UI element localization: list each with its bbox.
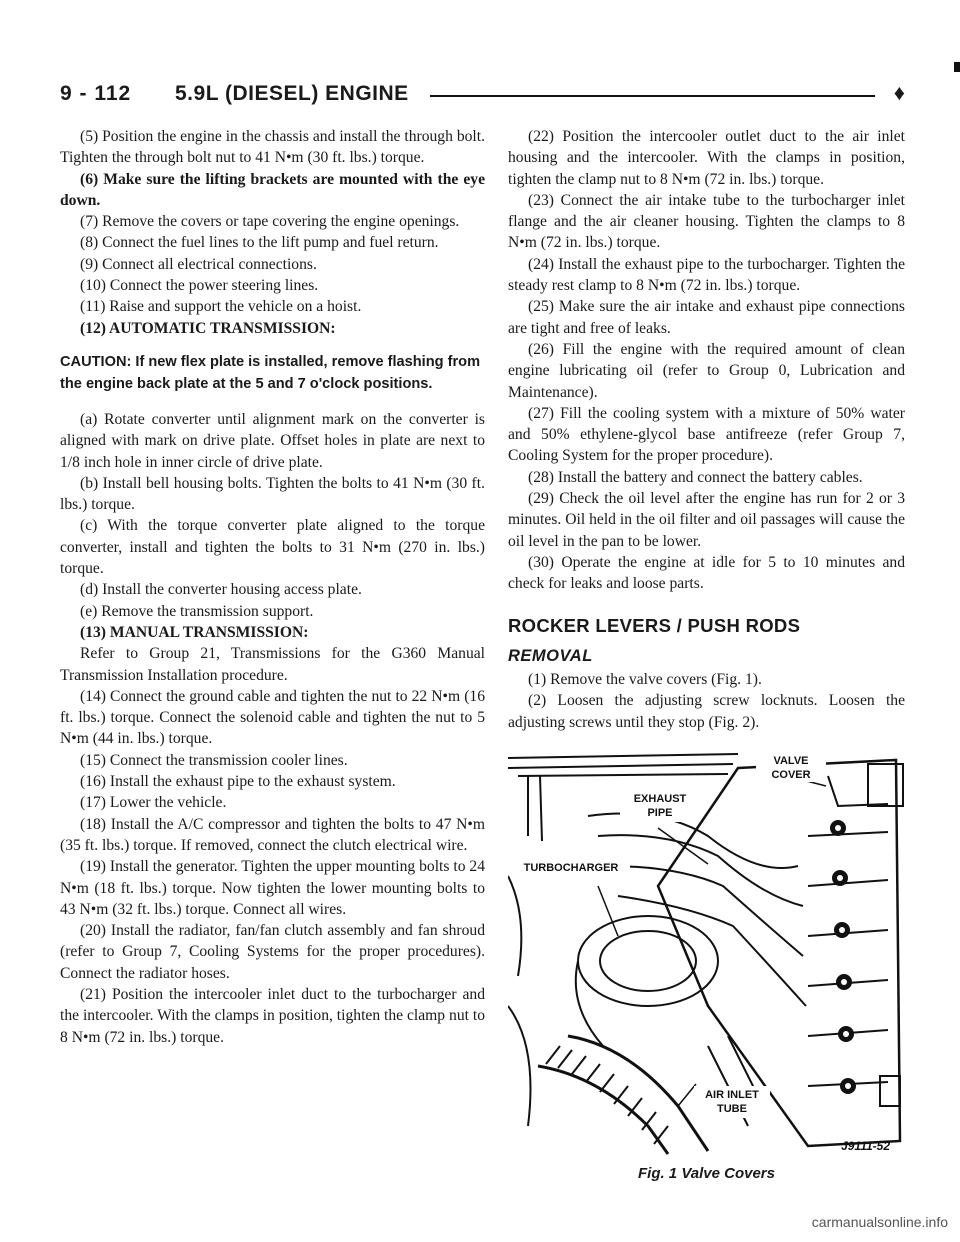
removal-step-2: (2) Loosen the adjusting screw locknuts. Loosen the adjusting screws until they stop (Fig. 2).: [508, 692, 905, 731]
substep-b: (b) Install bell housing bolts. Tighten the bolts to 41 N•m (30 ft. lbs.) torque.: [60, 474, 485, 514]
caution-note: CAUTION: If new flex plate is installed, remove flashing from the engine back plate at the 5 and 7 o'clock positions.: [60, 353, 481, 392]
right-column: [508, 126, 905, 733]
step-9: (9) Connect all electrical connections.: [80, 255, 317, 273]
step-17: (17) Lower the vehicle.: [80, 794, 227, 812]
step-21: (21) Position the intercooler inlet duct to the turbocharger and the intercooler. With the clamps in position, tighten the clamp nut to 8 N•m (72 in. lbs.) torque.: [60, 985, 485, 1046]
step-30: (30) Operate the engine at idle for 5 to 10 minutes and check for leaks and loose parts.: [508, 553, 905, 593]
step-25: (25) Make sure the air intake and exhaust pipe connections are tight and free of leaks.: [508, 298, 905, 337]
page-edge-tab: [954, 62, 960, 72]
watermark-text: carmanualsonline.info: [811, 1214, 948, 1230]
substep-c: (c) With the torque converter plate aligned to the torque converter, install and tighten the bolts to 31 N•m (270 in. lbs.) torque.: [60, 517, 485, 578]
subsection-heading: REMOVAL: [508, 646, 593, 665]
substep-d: (d) Install the converter housing access plate.: [80, 581, 362, 599]
step-10: (10) Connect the power steering lines.: [80, 277, 319, 295]
step-6: (6) Make sure the lifting brackets are mounted with the eye down.: [60, 170, 485, 209]
label-exhaust-line2: PIPE: [647, 807, 673, 819]
step-29: (29) Check the oil level after the engine has run for 2 or 3 minutes. Oil held in the oil filter and oil passages will cause the oil level in the pan to be lower.: [508, 490, 905, 550]
label-air-inlet-line1: AIR INLET: [705, 1089, 759, 1101]
engine-illustration: [508, 746, 905, 1156]
step-13-heading: (13) MANUAL TRANSMISSION:: [80, 623, 309, 641]
section-heading: ROCKER LEVERS / PUSH RODS: [508, 614, 801, 636]
step-15: (15) Connect the transmission cooler lines.: [80, 751, 348, 769]
step-8: (8) Connect the fuel lines to the lift pump and fuel return.: [80, 234, 439, 252]
label-valve-cover-line1: VALVE: [773, 755, 809, 767]
step-26: (26) Fill the engine with the required amount of clean engine lubricating oil (refer to Group 0, Lubrication and Maintenance).: [508, 340, 905, 401]
page-header: [60, 82, 905, 112]
label-turbocharger: TURBOCHARGER: [523, 862, 619, 874]
figure-caption: Fig. 1 Valve Covers: [637, 1165, 775, 1182]
step-13-body: Refer to Group 21, Transmissions for the G360 Manual Transmission Installation procedure.: [60, 645, 485, 684]
removal-step-1: (1) Remove the valve covers (Fig. 1).: [528, 671, 762, 689]
page-number: 9 - 112: [60, 82, 132, 105]
page-title: 5.9L (DIESEL) ENGINE: [175, 82, 409, 105]
step-24: (24) Install the exhaust pipe to the turbocharger. Tighten the steady rest clamp to 8 N•m (72 in. lbs.) torque.: [508, 255, 905, 295]
left-column: [60, 126, 485, 1048]
label-exhaust-line1: EXHAUST: [633, 793, 687, 805]
step-20: (20) Install the radiator, fan/fan clutch assembly and fan shroud (refer to Group 7, Cooling Systems for the proper procedures). Connect the radiator hoses.: [60, 922, 485, 982]
diamond-icon: ♦: [893, 80, 905, 105]
step-19: (19) Install the generator. Tighten the upper mounting bolts to 24 N•m (18 ft. lbs.) torque. Now tighten the lower mounting bolts to 43 N•m (32 ft. lbs.) torque. Connect all wires.: [60, 858, 485, 918]
step-14: (14) Connect the ground cable and tighten the nut to 22 N•m (16 ft. lbs.) torque. Connect the solenoid cable and tighten the nut to 5 N•m (44 in. lbs.) torque.: [60, 687, 485, 748]
substep-e: (e) Remove the transmission support.: [80, 602, 314, 620]
step-11: (11) Raise and support the vehicle on a hoist.: [80, 298, 362, 316]
step-16: (16) Install the exhaust pipe to the exhaust system.: [80, 773, 396, 791]
label-valve-cover-line2: COVER: [771, 769, 811, 781]
substep-a: (a) Rotate converter until alignment mark on the converter is aligned with mark on drive plate. Offset holes in plate are next to 1/8 inch hole in inner circle of drive plate.: [60, 410, 485, 471]
step-22: (22) Position the intercooler outlet duct to the air inlet housing and the intercooler. With the clamps in position, tighten the clamp nut to 8 N•m (72 in. lbs.) torque.: [508, 128, 905, 188]
label-air-inlet-line2: TUBE: [717, 1103, 747, 1115]
step-5: (5) Position the engine in the chassis and install the through bolt. Tighten the through bolt nut to 41 N•m (30 ft. lbs.) torque.: [60, 128, 485, 167]
header-rule: [430, 95, 875, 97]
figure-valve-covers: [508, 746, 905, 1156]
step-12-heading: (12) AUTOMATIC TRANSMISSION:: [80, 319, 336, 337]
figure-id: J9111-52: [841, 1139, 890, 1153]
step-7: (7) Remove the covers or tape covering the engine openings.: [80, 213, 460, 231]
step-28: (28) Install the battery and connect the battery cables.: [528, 468, 863, 486]
step-18: (18) Install the A/C compressor and tighten the bolts to 47 N•m (35 ft. lbs.) torque. If removed, connect the clutch electrical wire.: [60, 815, 485, 854]
step-23: (23) Connect the air intake tube to the turbocharger inlet flange and the air cleaner housing. Tighten the clamps to 8 N•m (72 in. lbs.) torque.: [508, 191, 905, 252]
step-27: (27) Fill the cooling system with a mixture of 50% water and 50% ethylene-glycol base antifreeze (refer Group 7, Cooling System for the proper procedure).: [508, 404, 905, 465]
